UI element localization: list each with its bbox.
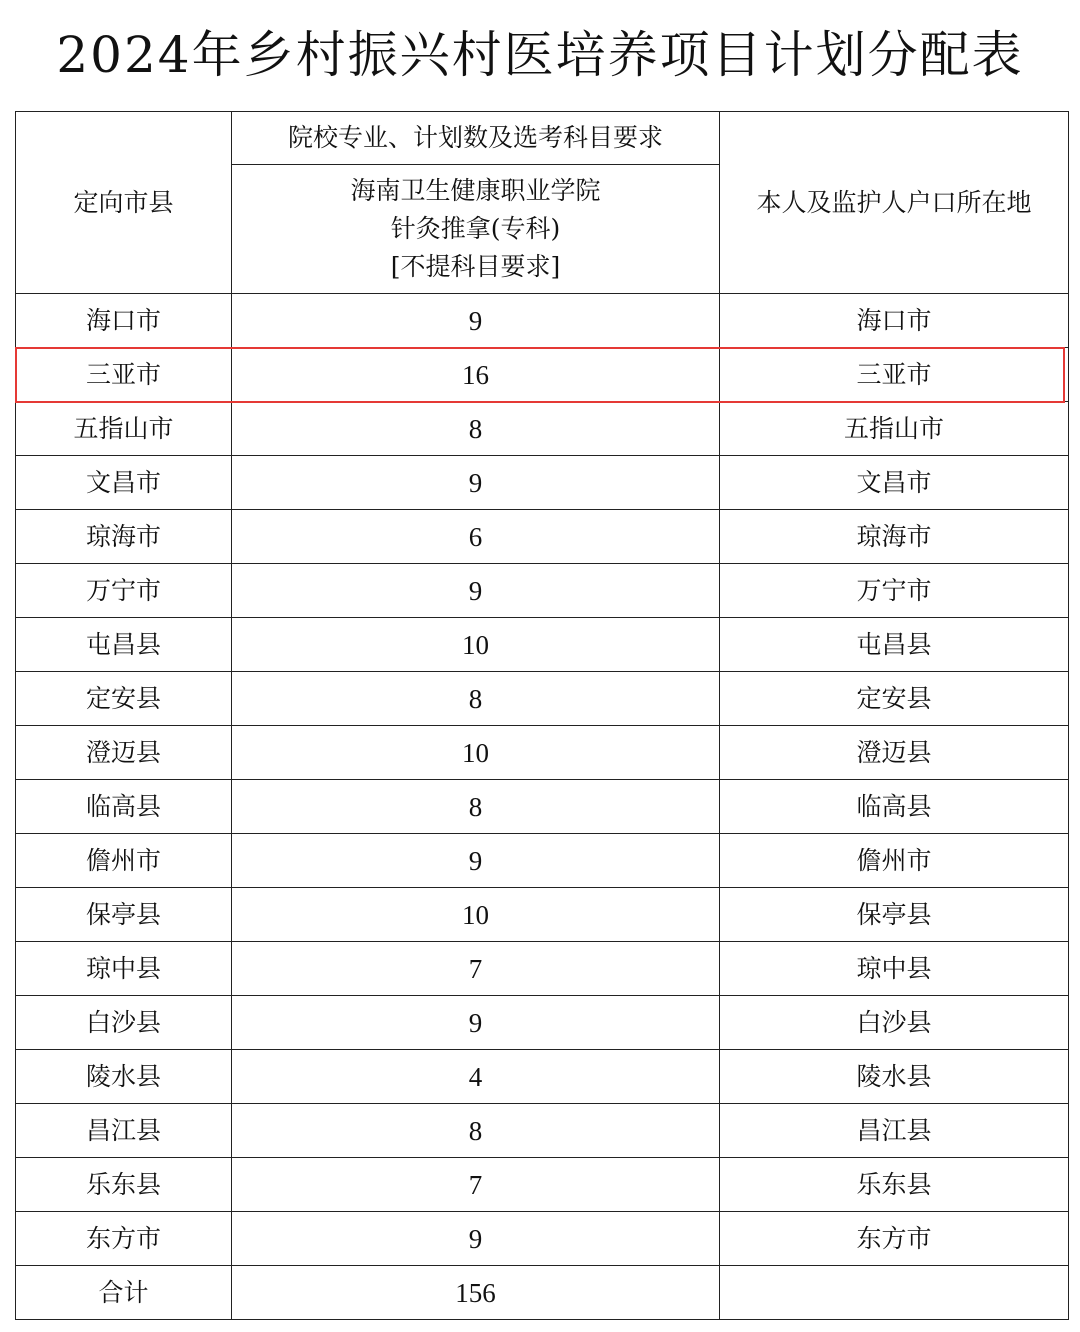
table-row	[16, 510, 1069, 564]
total-count: 156	[232, 1266, 720, 1320]
count-cell: 7	[232, 1158, 720, 1212]
table-row	[16, 726, 1069, 780]
residence-cell: 东方市	[720, 1212, 1069, 1266]
residence-cell: 文昌市	[720, 456, 1069, 510]
residence-cell: 澄迈县	[720, 726, 1069, 780]
residence-cell: 保亭县	[720, 888, 1069, 942]
residence-cell: 定安县	[720, 672, 1069, 726]
total-label: 合计	[16, 1266, 232, 1320]
table-row	[16, 942, 1069, 996]
count-cell: 8	[232, 1104, 720, 1158]
total-residence	[720, 1266, 1069, 1320]
county-cell: 文昌市	[16, 456, 232, 510]
table-row	[16, 348, 1069, 402]
county-cell: 琼中县	[16, 942, 232, 996]
county-cell: 万宁市	[16, 564, 232, 618]
county-cell: 五指山市	[16, 402, 232, 456]
header-major: 针灸推拿(专科)	[390, 214, 561, 243]
residence-cell: 临高县	[720, 780, 1069, 834]
county-cell: 海口市	[16, 294, 232, 348]
residence-cell: 屯昌县	[720, 618, 1069, 672]
count-cell: 10	[232, 726, 720, 780]
table-row	[16, 672, 1069, 726]
residence-cell: 儋州市	[720, 834, 1069, 888]
county-cell: 临高县	[16, 780, 232, 834]
county-cell: 儋州市	[16, 834, 232, 888]
header-residence: 本人及监护人户口所在地	[720, 112, 1069, 294]
count-cell: 4	[232, 1050, 720, 1104]
header-row-top	[16, 112, 1069, 165]
table-row	[16, 888, 1069, 942]
header-school: 海南卫生健康职业学院	[350, 176, 601, 205]
table-row	[16, 1158, 1069, 1212]
count-cell: 8	[232, 780, 720, 834]
county-cell: 陵水县	[16, 1050, 232, 1104]
county-cell: 东方市	[16, 1212, 232, 1266]
count-cell: 6	[232, 510, 720, 564]
count-cell: 9	[232, 456, 720, 510]
county-cell: 屯昌县	[16, 618, 232, 672]
count-cell: 7	[232, 942, 720, 996]
count-cell: 9	[232, 294, 720, 348]
residence-cell: 万宁市	[720, 564, 1069, 618]
table-row	[16, 996, 1069, 1050]
header-requirement: [不提科目要求]	[390, 252, 561, 281]
residence-cell: 海口市	[720, 294, 1069, 348]
document-title: 2024年乡村振兴村医培养项目计划分配表	[56, 26, 1024, 84]
count-cell: 9	[232, 564, 720, 618]
count-cell: 10	[232, 618, 720, 672]
county-cell: 保亭县	[16, 888, 232, 942]
residence-cell: 白沙县	[720, 996, 1069, 1050]
table-row	[16, 780, 1069, 834]
table-row	[16, 1104, 1069, 1158]
count-cell: 8	[232, 402, 720, 456]
count-cell: 10	[232, 888, 720, 942]
residence-cell: 乐东县	[720, 1158, 1069, 1212]
header-group: 院校专业、计划数及选考科目要求	[232, 112, 720, 165]
residence-cell: 琼海市	[720, 510, 1069, 564]
residence-cell: 琼中县	[720, 942, 1069, 996]
residence-cell: 陵水县	[720, 1050, 1069, 1104]
county-cell: 三亚市	[16, 348, 232, 402]
residence-cell: 昌江县	[720, 1104, 1069, 1158]
county-cell: 白沙县	[16, 996, 232, 1050]
count-cell: 8	[232, 672, 720, 726]
table-row	[16, 618, 1069, 672]
county-cell: 琼海市	[16, 510, 232, 564]
count-cell: 16	[232, 348, 720, 402]
table-row	[16, 1212, 1069, 1266]
table-row	[16, 402, 1069, 456]
county-cell: 澄迈县	[16, 726, 232, 780]
table-row	[16, 1050, 1069, 1104]
residence-cell: 三亚市	[720, 348, 1069, 402]
table-row	[16, 294, 1069, 348]
residence-cell: 五指山市	[720, 402, 1069, 456]
count-cell: 9	[232, 834, 720, 888]
table-row	[16, 834, 1069, 888]
county-cell: 昌江县	[16, 1104, 232, 1158]
table-row	[16, 564, 1069, 618]
total-row	[16, 1266, 1069, 1320]
county-cell: 定安县	[16, 672, 232, 726]
header-county: 定向市县	[16, 112, 232, 294]
count-cell: 9	[232, 996, 720, 1050]
header-program	[232, 165, 720, 294]
count-cell: 9	[232, 1212, 720, 1266]
allocation-table	[15, 111, 1069, 1320]
table-row	[16, 456, 1069, 510]
county-cell: 乐东县	[16, 1158, 232, 1212]
